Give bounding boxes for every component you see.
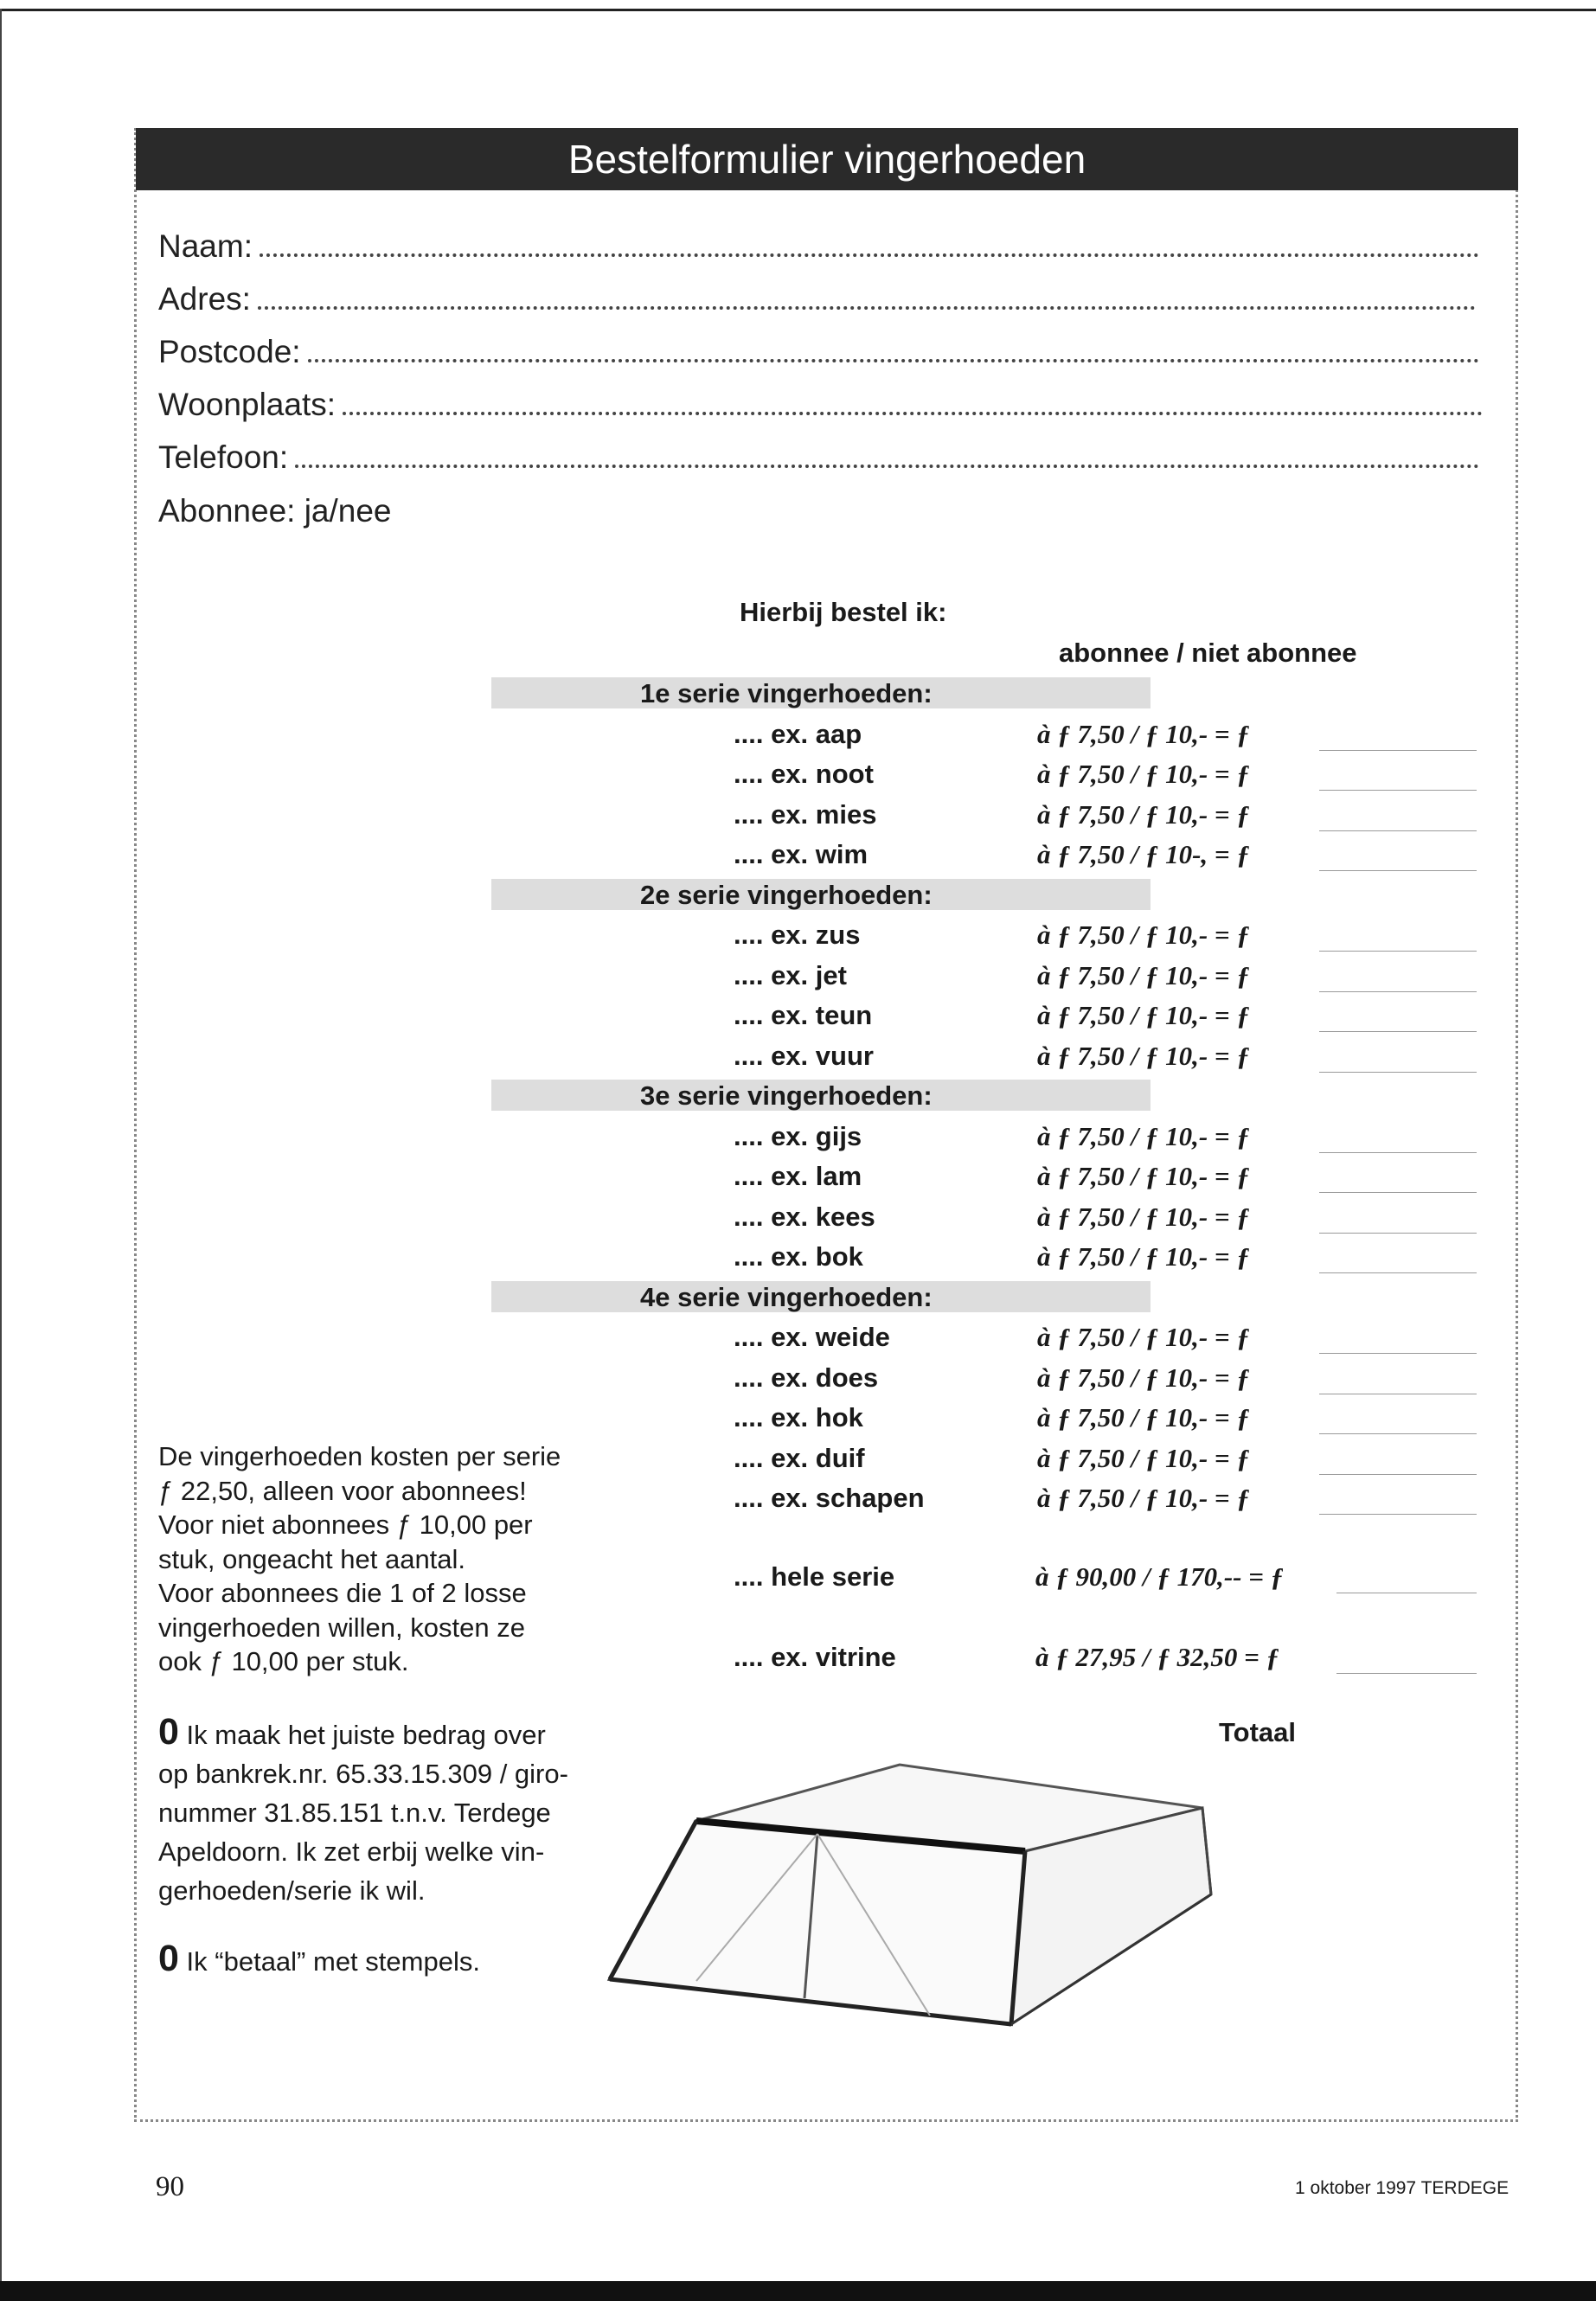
- order-item-price: à ƒ 7,50 / ƒ 10,- = ƒ: [1037, 759, 1250, 789]
- order-item-name: .... ex. aap: [734, 718, 862, 749]
- amount-answer-line[interactable]: [1319, 870, 1477, 871]
- option-line: gerhoeden/serie ik wil.: [158, 1875, 426, 1906]
- amount-answer-line[interactable]: [1319, 1353, 1477, 1354]
- option-line: Ik maak het juiste bedrag over: [186, 1720, 546, 1750]
- order-item-name: .... ex. gijs: [734, 1120, 862, 1151]
- order-item-name: .... ex. jet: [734, 959, 847, 990]
- order-item-name: .... ex. hok: [734, 1402, 863, 1433]
- option-line: Apeldoorn. Ik zet erbij welke vin-: [158, 1836, 545, 1867]
- order-item-name: .... ex. vitrine: [734, 1642, 896, 1672]
- amount-answer-line[interactable]: [1319, 1433, 1477, 1434]
- order-item-price: à ƒ 7,50 / ƒ 10,- = ƒ: [1037, 1483, 1250, 1513]
- order-item-name: .... ex. weide: [734, 1322, 890, 1352]
- amount-answer-line[interactable]: [1319, 790, 1477, 791]
- order-item-price: à ƒ 7,50 / ƒ 10,- = ƒ: [1037, 1362, 1250, 1393]
- field-dotted-line[interactable]: [295, 465, 1479, 468]
- order-item-price: à ƒ 7,50 / ƒ 10,- = ƒ: [1037, 920, 1250, 950]
- order-item-name: .... ex. noot: [734, 759, 874, 789]
- note-line: De vingerhoeden kosten per serie: [158, 1441, 561, 1471]
- totaal-label: Totaal: [1219, 1717, 1296, 1747]
- top-border: [0, 9, 1596, 11]
- amount-answer-line[interactable]: [1319, 991, 1477, 992]
- option-marker[interactable]: 0: [158, 1938, 179, 1979]
- series-title: 3e serie vingerhoeden:: [640, 1080, 933, 1111]
- note-line: vingerhoeden willen, kosten ze: [158, 1612, 525, 1643]
- field-adres[interactable]: [158, 269, 1476, 317]
- vitrine-display-case-image: [601, 1756, 1220, 2033]
- left-border: [0, 9, 2, 2292]
- field-naam[interactable]: [158, 216, 1479, 265]
- order-item-price: à ƒ 7,50 / ƒ 10,- = ƒ: [1037, 1322, 1250, 1352]
- order-item-price: à ƒ 7,50 / ƒ 10,- = ƒ: [1037, 1402, 1250, 1433]
- field-postcode[interactable]: [158, 322, 1479, 370]
- amount-answer-line[interactable]: [1336, 1673, 1477, 1674]
- order-item-name: .... ex. zus: [734, 920, 861, 950]
- order-item-name: .... ex. bok: [734, 1241, 863, 1272]
- page-number: 90: [156, 2171, 184, 2202]
- order-item-price: à ƒ 7,50 / ƒ 10,- = ƒ: [1037, 1000, 1250, 1030]
- order-item-price: à ƒ 7,50 / ƒ 10,- = ƒ: [1037, 718, 1250, 749]
- option-line: Ik “betaal” met stempels.: [186, 1946, 480, 1977]
- order-item-price: à ƒ 27,95 / ƒ 32,50 = ƒ: [1035, 1642, 1280, 1672]
- field-label: Telefoon:: [158, 439, 289, 475]
- note-line: ook ƒ 10,00 per stuk.: [158, 1646, 409, 1676]
- order-item-price: à ƒ 7,50 / ƒ 10,- = ƒ: [1037, 1040, 1250, 1071]
- payment-option-stamps[interactable]: [158, 1939, 480, 1981]
- order-item-price: à ƒ 7,50 / ƒ 10,- = ƒ: [1037, 1241, 1250, 1272]
- order-item-name: .... ex. wim: [734, 839, 869, 869]
- order-item-name: .... ex. vuur: [734, 1040, 874, 1071]
- payment-option-transfer[interactable]: [158, 1713, 568, 1910]
- amount-answer-line[interactable]: [1319, 1192, 1477, 1193]
- field-label: Woonplaats:: [158, 387, 336, 422]
- order-item-name: .... ex. kees: [734, 1201, 875, 1232]
- field-label: Adres:: [158, 281, 251, 317]
- amount-answer-line[interactable]: [1319, 830, 1477, 831]
- note-line: stuk, ongeacht het aantal.: [158, 1543, 466, 1574]
- field-label: Naam:: [158, 228, 253, 264]
- series-title: 4e serie vingerhoeden:: [640, 1281, 933, 1312]
- bottom-border: [0, 2281, 1596, 2301]
- order-item-name: .... ex. teun: [734, 1000, 873, 1030]
- order-item-name: .... ex. schapen: [734, 1483, 925, 1513]
- field-dotted-line[interactable]: [258, 306, 1476, 310]
- footer-text: 1 oktober 1997 TERDEGE: [1295, 2178, 1509, 2198]
- amount-answer-line[interactable]: [1319, 1233, 1477, 1234]
- order-item-name: .... hele serie: [734, 1561, 895, 1592]
- order-item-price: à ƒ 7,50 / ƒ 10,- = ƒ: [1037, 1120, 1250, 1151]
- series-title: 1e serie vingerhoeden:: [640, 678, 933, 708]
- order-item-price: à ƒ 7,50 / ƒ 10,- = ƒ: [1037, 1201, 1250, 1232]
- amount-answer-line[interactable]: [1319, 1152, 1477, 1153]
- field-abonnee[interactable]: [158, 481, 392, 529]
- order-item-name: .... ex. duif: [734, 1442, 865, 1473]
- series-title: 2e serie vingerhoeden:: [640, 879, 933, 910]
- order-item-name: .... ex. does: [734, 1362, 879, 1393]
- note-line: Voor niet abonnees ƒ 10,00 per: [158, 1509, 533, 1540]
- field-dotted-line[interactable]: [343, 412, 1483, 415]
- note-line: ƒ 22,50, alleen voor abonnees!: [158, 1475, 527, 1506]
- option-line: op bankrek.nr. 65.33.15.309 / giro-: [158, 1759, 568, 1789]
- form-title: Bestelformulier vingerhoeden: [136, 128, 1518, 190]
- amount-answer-line[interactable]: [1319, 1474, 1477, 1475]
- order-item-price: à ƒ 7,50 / ƒ 10,- = ƒ: [1037, 798, 1250, 830]
- field-dotted-line[interactable]: [308, 359, 1479, 362]
- option-marker[interactable]: 0: [158, 1711, 179, 1753]
- field-label: Postcode:: [158, 334, 301, 369]
- order-item-name: .... ex. lam: [734, 1161, 862, 1191]
- amount-answer-line[interactable]: [1319, 1272, 1477, 1273]
- field-telefoon[interactable]: [158, 427, 1479, 476]
- order-item-price: à ƒ 7,50 / ƒ 10,- = ƒ: [1037, 1442, 1250, 1473]
- order-heading: Hierbij bestel ik:: [740, 597, 947, 627]
- abonnee-label: Abonnee: ja/nee: [158, 493, 392, 529]
- amount-answer-line[interactable]: [1319, 1514, 1477, 1515]
- order-item-price: à ƒ 7,50 / ƒ 10,- = ƒ: [1037, 1161, 1250, 1191]
- field-woonplaats[interactable]: [158, 375, 1483, 423]
- option-line: nummer 31.85.151 t.n.v. Terdege: [158, 1798, 551, 1828]
- note-line: Voor abonnees die 1 of 2 losse: [158, 1578, 527, 1608]
- order-item-price: à ƒ 90,00 / ƒ 170,-- = ƒ: [1035, 1561, 1285, 1592]
- amount-answer-line[interactable]: [1319, 1072, 1477, 1073]
- amount-answer-line[interactable]: [1319, 951, 1477, 952]
- amount-answer-line[interactable]: [1319, 1031, 1477, 1032]
- amount-answer-line[interactable]: [1319, 750, 1477, 751]
- price-heading: abonnee / niet abonnee: [1059, 638, 1357, 668]
- order-item-price: à ƒ 7,50 / ƒ 10,- = ƒ: [1037, 959, 1250, 990]
- order-item-price: à ƒ 7,50 / ƒ 10-, = ƒ: [1037, 839, 1250, 869]
- order-item-name: .... ex. mies: [734, 798, 877, 830]
- field-dotted-line[interactable]: [260, 253, 1479, 257]
